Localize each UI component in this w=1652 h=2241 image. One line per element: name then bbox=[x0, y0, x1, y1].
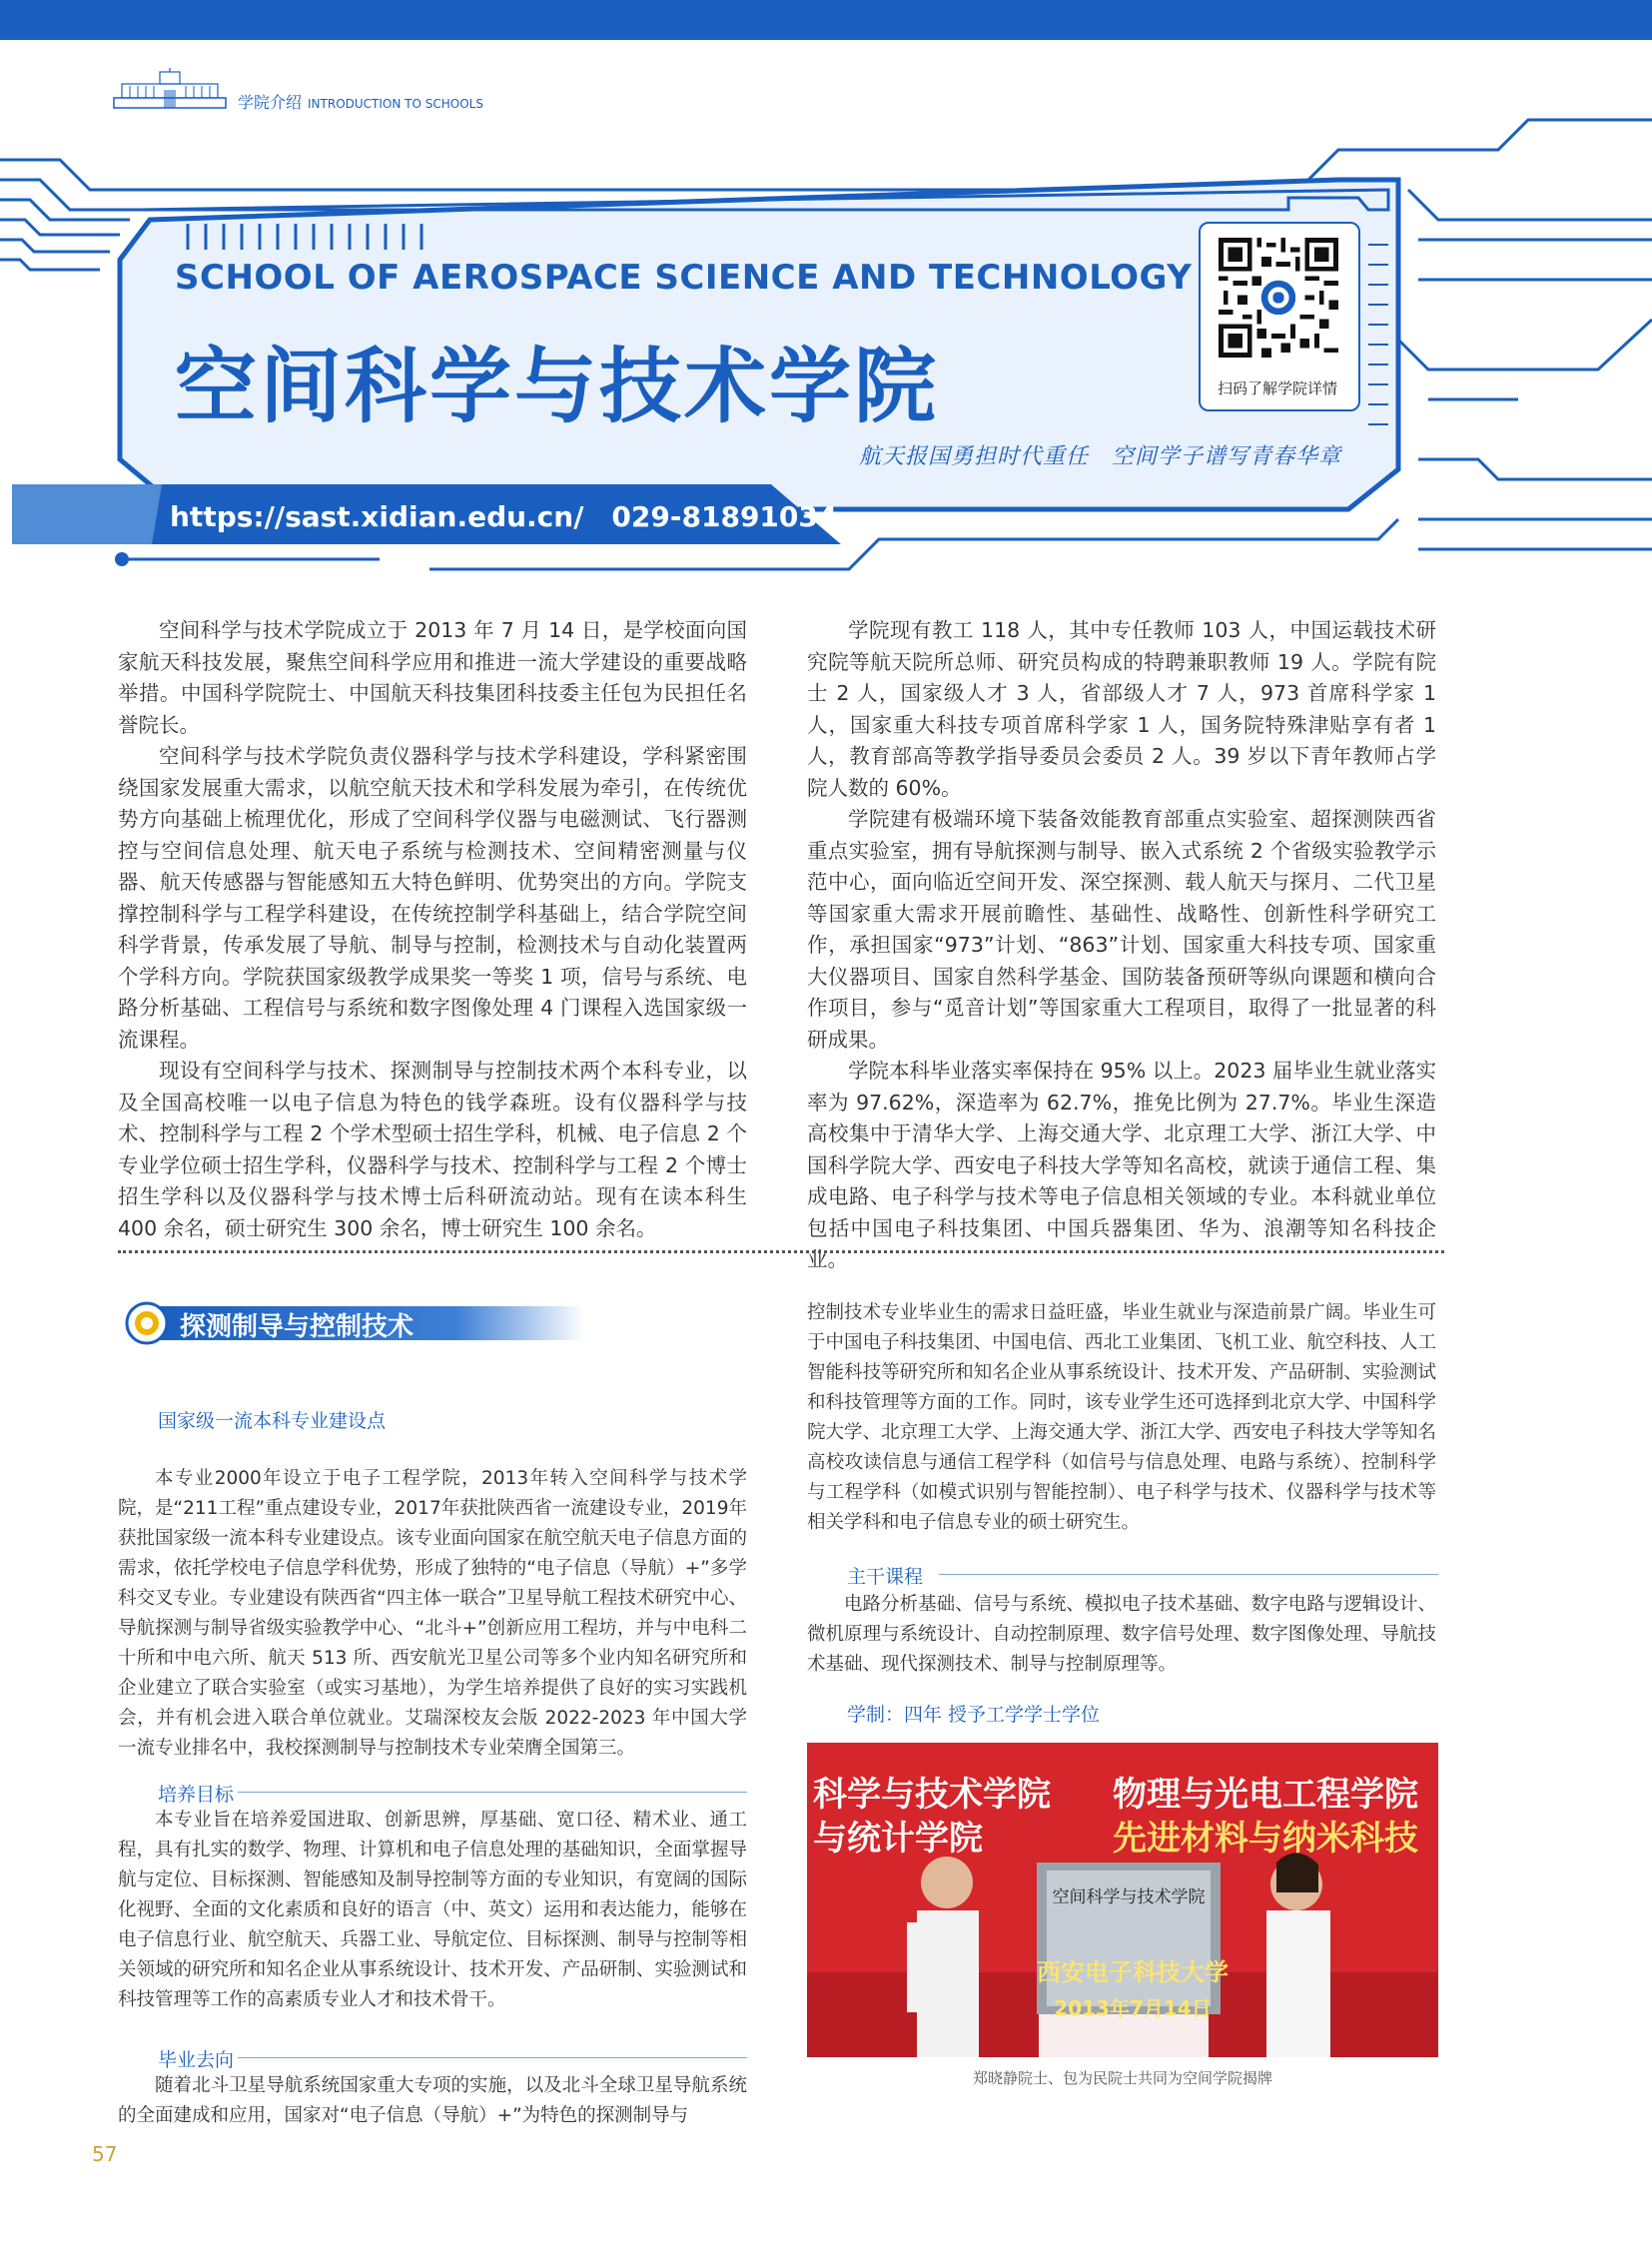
date-text: 2013年7月14日 bbox=[1054, 1996, 1212, 2020]
subheading-rule bbox=[238, 2057, 747, 2058]
subheading-career: 毕业去向 bbox=[158, 2049, 235, 2071]
banner-right-1: 物理与光电工程学院 bbox=[1113, 1775, 1418, 1815]
subheading-national: 国家级一流本科专业建设点 bbox=[158, 1410, 387, 1432]
career-paragraph-continued: 控制技术专业毕业生的需求日益旺盛，毕业生就业与深造前景广阔。毕业生可于中国电子科技集团、中国电信、西北工业集团、飞机工业、航空科技、人工智能科技等研究所和知名企业从事系统设计、技术开发、产品研制、实验测试和科技管理等方面的工作。同时，该专业学生还可选择到北京大学、中国科学院大学、北京理工大学、上海交通大学、浙江大学、西安电子科技大学等知名高校攻读信息与通信工程学科（如信号与信息处理、电路与系统）、控制科学与工程学科（如模式识别与智能控制）、电子科学与技术、仪器科学与技术等相关学科和电子信息专业的硕士研究生。 bbox=[807, 1302, 1436, 1533]
career-text bbox=[118, 2071, 747, 2131]
courses-paragraph: 电路分析基础、信号与系统、模拟电子技术基础、数字电路与逻辑设计、微机原理与系统设计、自动控制原理、数字信号处理、数字图像处理、导航技术基础、现代探测技术、制导与控制原理等。 bbox=[807, 1594, 1436, 1675]
career-text-continued bbox=[807, 1298, 1436, 1538]
subheading-rule bbox=[238, 1792, 747, 1793]
connector-dot bbox=[115, 552, 129, 566]
school-title-en: SCHOOL OF AEROSPACE SCIENCE AND TECHNOLOGY bbox=[175, 258, 1193, 298]
page-number: 57 bbox=[92, 2142, 118, 2166]
goal-paragraph: 本专业旨在培养爱国进取、创新思辨，厚基础、宽口径、精术业、通工程，具有扎实的数学、物理、计算机和电子信息处理的基础知识，全面掌握导航与定位、目标探测、智能感知及制导控制等方面的专业知识，有宽阔的国际化视野、全面的文化素质和良好的语言（中、英文）运用和表达能力，能够在电子信息行业、航空航天、兵器工业、导航定位、目标探测、制导与控制等相关领域的研究所和知名企业从事系统设计、技术开发、产品研制、实验测试和科技管理等工作的高素质专业人才和技术骨干。 bbox=[118, 1810, 747, 2010]
goal-text bbox=[118, 1806, 747, 2015]
intro-right-column bbox=[807, 615, 1436, 1276]
plaque-text: 空间科学与技术学院 bbox=[1052, 1887, 1206, 1907]
banner-right-2: 先进材料与纳米科技 bbox=[1113, 1819, 1418, 1859]
subheading-rule bbox=[939, 1574, 1438, 1575]
intro-paragraph: 学院建有极端环境下装备效能教育部重点实验室、超探测陕西省重点实验室，拥有导航探测与制导、嵌入式系统 2 个省级实验教学示范中心，面向临近空间开发、深空探测、载人航天与探月、二代卫星等国家重大需求开展前瞻性、基础性、战略性、创新性科学研究工作，承担国家“973”计划、“863”计划、国家重大科技专项、国家重大仪器项目、国家自然科学基金、国防装备预研等纵向课题和横向合作项目，参与“觅音计划”等国家重大工程项目，取得了一批显著的科研成果。 bbox=[807, 807, 1436, 1052]
intro-left-column bbox=[118, 615, 747, 1244]
qr-caption: 扫码了解学院详情 bbox=[1217, 379, 1337, 397]
intro-paragraph: 学院现有教工 118 人，其中专任教师 103 人，中国运载技术研究院等航天院所总师、研究员构成的特聘兼职教师 19 人。学院有院士 2 人，国家级人才 3 人，省部级人才 7 人，973 首席科学家 1 人，国家重大科技专项首席科学家 1 人，国务院特殊津贴享有者 1 人，教育部高等教学指导委员会委员 2 人。39 岁以下青年教师占学院人数的 60%。 bbox=[807, 618, 1436, 800]
slogan: 航天报国勇担时代重任 空间学子谱写青春华章 bbox=[859, 444, 1342, 469]
duration-degree: 学制：四年 授予工学学士学位 bbox=[847, 1704, 1101, 1726]
courses-text bbox=[807, 1590, 1436, 1680]
section-label-cn: 学院介绍 bbox=[238, 93, 303, 112]
intro-paragraph: 空间科学与技术学院负责仪器科学与技术学科建设，学科紧密围绕国家发展重大需求，以航空航天技术和学科发展为牵引，在传统优势方向基础上梳理优化，形成了空间科学仪器与电磁测试、飞行器测控与空间信息处理、航天电子系统与检测技术、空间精密测量与仪器、航天传感器与智能感知五大特色鲜明、优势突出的方向。学院支撑控制科学与工程学科建设，在传统控制学科基础上，结合学院空间科学背景，传承发展了导航、制导与控制，检测技术与自动化装置两个学科方向。学院获国家级教学成果奖一等奖 1 项，信号与系统、电路分析基础、工程信号与系统和数字图像处理 4 门课程入选国家级一流课程。 bbox=[118, 744, 747, 1052]
intro-paragraph: 现设有空间科学与技术、探测制导与控制技术两个本科专业，以及全国高校唯一以电子信息为特色的钱学森班。设有仪器科学与技术、控制科学与工程 2 个学术型硕士招生学科，机械、电子信息 2 个专业学位硕士招生学科，仪器科学与技术、控制科学与工程 2 个博士招生学科以及仪器科学与技术博士后科研流动站。现有在读本科生 400 余名，硕士研究生 300 余名，博士研究生 100 余名。 bbox=[118, 1059, 747, 1240]
major-intro bbox=[118, 1464, 747, 1764]
title-tick-marks bbox=[186, 222, 425, 252]
university-text: 西安电子科技大学 bbox=[1037, 1958, 1229, 1986]
banner-left-2: 与统计学院 bbox=[813, 1819, 983, 1859]
intro-paragraph: 空间科学与技术学院成立于 2013 年 7 月 14 日，是学校面向国家航天科技发展，聚焦空间科学应用和推进一流大学建设的重要战略举措。中国科学院院士、中国航天科技集团科技委主任包为民担任名誉院长。 bbox=[118, 618, 747, 737]
school-title-cn: 空间科学与技术学院 bbox=[175, 340, 940, 434]
ceremony-photo bbox=[807, 1743, 1438, 2057]
section-label-en: INTRODUCTION TO SCHOOLS bbox=[308, 97, 483, 111]
intro-paragraph: 学院本科毕业落实率保持在 95% 以上。2023 届毕业生就业落实率为 97.62%，深造率为 62.7%，推免比例为 27.7%。毕业生深造高校集中于清华大学、上海交通大学、北京理工大学、浙江大学、中国科学院大学、西安电子科技大学等知名高校，就读于通信工程、集成电路、电子科学与技术等电子信息相关领域的专业。本科就业单位包括中国电子科技集团、中国兵器集团、华为、浪潮等知名科技企业。 bbox=[807, 1059, 1436, 1271]
qr-code-icon[interactable] bbox=[1219, 238, 1338, 358]
major-paragraph: 本专业2000年设立于电子工程学院，2013年转入空间科学与技术学院，是“211工程”重点建设专业，2017年获批陕西省一流建设专业，2019年获批国家级一流本科专业建设点。该专业面向国家在航空航天电子信息方面的需求，依托学校电子信息学科优势，形成了独特的“电子信息（导航）+”多学科交叉专业。专业建设有陕西省“四主体一联合”卫星导航工程技术研究中心、导航探测与制导省级实验教学中心、“北斗+”创新应用工程坊，并与中电科二十所和中电六所、航天 513 所、西安航光卫星公司等多个业内知名研究所和企业建立了联合实验室（或实习基地），为学生培养提供了良好的实习实践机会，并有机会进入联合单位就业。艾瑞深校友会版 2022-2023 年中国大学一流专业排名中，我校探测制导与控制技术专业荣膺全国第三。 bbox=[118, 1468, 747, 1759]
top-color-band bbox=[0, 0, 1652, 40]
contact-info[interactable]: https://sast.xidian.edu.cn/ 029-81891034 bbox=[170, 500, 838, 533]
subheading-goal: 培养目标 bbox=[158, 1784, 235, 1806]
major-heading: 探测制导与控制技术 bbox=[180, 1312, 414, 1342]
person-right bbox=[1266, 1853, 1330, 2057]
photo-caption: 郑晓静院士、包为民院士共同为空间学院揭牌 bbox=[972, 2069, 1272, 2087]
career-paragraph: 随着北斗卫星导航系统国家重大专项的实施，以及北斗全球卫星导航系统的全面建成和应用，国家对“电子信息（导航）+”为特色的探测制导与 bbox=[118, 2075, 747, 2126]
banner-left-1: 科学与技术学院 bbox=[813, 1775, 1051, 1815]
subheading-courses: 主干课程 bbox=[847, 1566, 924, 1588]
section-divider bbox=[118, 1250, 1444, 1253]
